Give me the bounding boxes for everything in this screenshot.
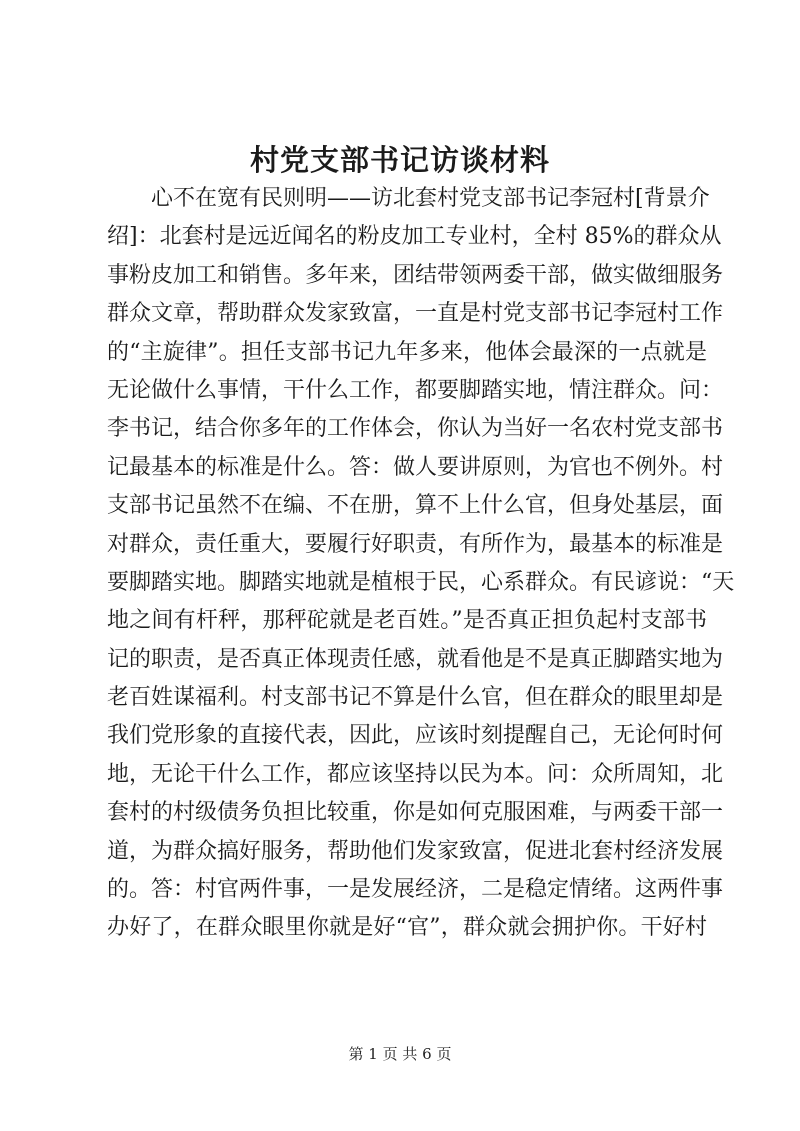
body-line: 支部书记虽然不在编、不在册，算不上什么官，但身处基层，面 [107,493,724,519]
body-line: 事粉皮加工和销售。多年来，团结带领两委干部，做实做细服务 [107,262,724,288]
body-line: 无论做什么事情，干什么工作，都要脚踏实地，情注群众。问： [107,377,724,403]
body-line: 我们党形象的直接代表，因此，应该时刻提醒自己，无论何时何 [107,723,724,749]
body-line: 记的职责，是否真正体现责任感，就看他是不是真正脚踏实地为 [107,646,724,672]
body-line: 地之间有杆秤，那秤砣就是老百姓。”是否真正担负起村支部书 [107,608,707,634]
body-line: 套村的村级债务负担比较重，你是如何克服困难，与两委干部一 [107,800,724,826]
body-line: 记最基本的标准是什么。答：做人要讲原则，为官也不例外。村 [107,454,724,480]
body-line: 心不在宽有民则明——访北套村党支部书记李冠村[背景介 [107,186,710,211]
body-line: 地，无论干什么工作，都应该坚持以民为本。问：众所周知，北 [107,761,724,787]
body-line: 办好了，在群众眼里你就是好“官”，群众就会拥护你。干好村 [107,915,707,941]
body-line: 的“主旋律”。担任支部书记九年多来，他体会最深的一点就是 [107,339,707,365]
body-line: 的。答：村官两件事，一是发展经济，二是稳定情绪。这两件事 [107,877,724,903]
body-line: 绍]：北套村是远近闻名的粉皮加工专业村，全村 85%的群众从 [107,224,722,250]
body-line: 要脚踏实地。脚踏实地就是植根于民，心系群众。有民谚说：“天 [107,569,735,595]
body-line: 老百姓谋福利。村支部书记不算是什么官，但在群众的眼里却是 [107,685,724,711]
page-footer: 第 1 页 共 6 页 [348,1045,452,1063]
document-body [107,180,735,948]
document-title: 村党支部书记访谈材料 [249,143,550,177]
body-line: 道，为群众搞好服务，帮助他们发家致富，促进北套村经济发展 [107,838,724,864]
body-line: 李书记，结合你多年的工作体会，你认为当好一名农村党支部书 [107,416,724,442]
body-line: 对群众，责任重大，要履行好职责，有所作为，最基本的标准是 [107,531,724,557]
body-line: 群众文章，帮助群众发家致富，一直是村党支部书记李冠村工作 [107,301,724,327]
